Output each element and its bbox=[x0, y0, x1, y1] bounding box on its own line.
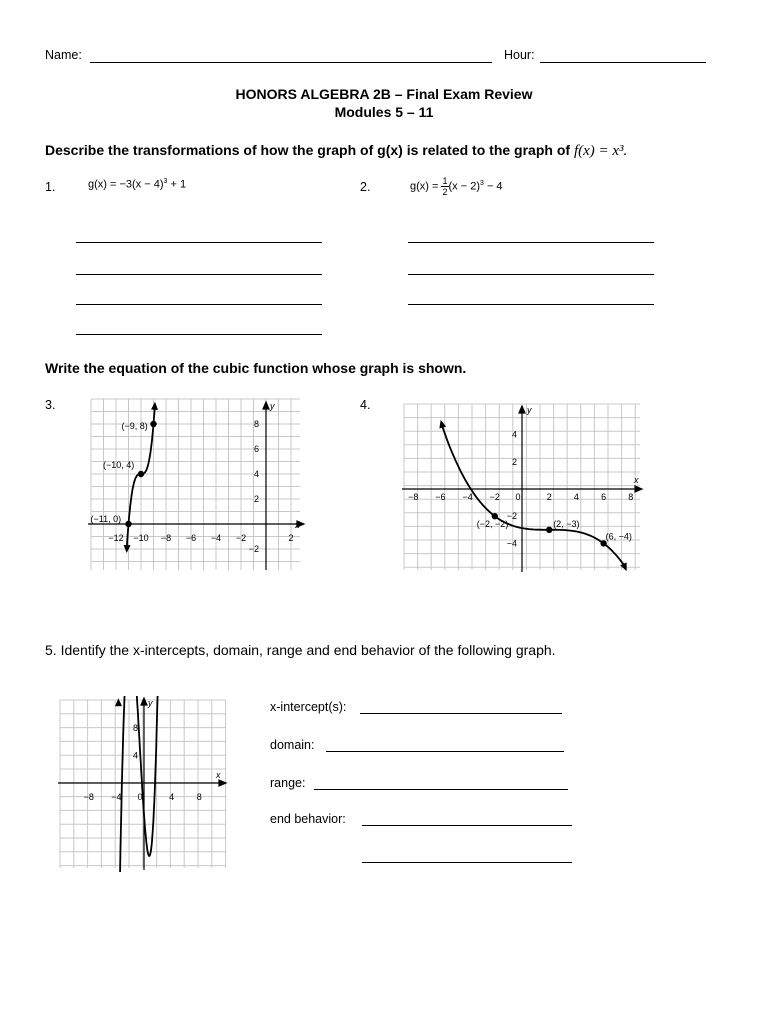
q2-frac-den: 2 bbox=[442, 187, 448, 197]
q4-point-label: (2, −3) bbox=[553, 518, 580, 529]
q4-y-tick: −2 bbox=[506, 511, 517, 522]
name-field[interactable] bbox=[90, 62, 492, 63]
q1-answer-line[interactable] bbox=[76, 334, 322, 335]
q3-point-label: (−11, 0) bbox=[90, 514, 122, 524]
section1-instruction bbox=[45, 142, 627, 160]
q5-graph bbox=[56, 696, 232, 872]
q3-y-tick: −2 bbox=[248, 544, 259, 554]
q5-x-tick: −8 bbox=[83, 792, 94, 802]
q4-point-label: (6, −4) bbox=[605, 531, 632, 542]
q4-point-label: (−2, −2) bbox=[476, 519, 509, 530]
end-behavior-field[interactable] bbox=[362, 825, 572, 826]
q5-y-axis-label: y bbox=[148, 698, 153, 708]
hour-label: Hour: bbox=[504, 48, 535, 62]
x-intercepts-label: x-intercept(s): bbox=[270, 700, 347, 714]
name-label: Name: bbox=[45, 48, 82, 62]
q4-x-axis-label: x bbox=[634, 475, 639, 485]
q4-x-tick: −2 bbox=[489, 492, 500, 502]
q3-number: 3. bbox=[45, 398, 56, 412]
q2-number: 2. bbox=[360, 180, 371, 194]
q3-y-tick: 6 bbox=[253, 444, 259, 454]
section2-instruction: Write the equation of the cubic function whose graph is shown. bbox=[45, 360, 467, 376]
q2-answer-line[interactable] bbox=[408, 242, 654, 243]
q4-x-tick: −8 bbox=[408, 492, 419, 502]
q5-prompt: 5. Identify the x-intercepts, domain, range and end behavior of the following graph. bbox=[45, 642, 556, 658]
q4-graph bbox=[400, 402, 646, 574]
q4-x-tick: 0 bbox=[515, 492, 521, 502]
end-behavior-label: end behavior: bbox=[270, 812, 346, 826]
q2-answer-line[interactable] bbox=[408, 304, 654, 305]
q4-y-tick: 4 bbox=[511, 429, 517, 440]
hour-field[interactable] bbox=[540, 62, 706, 63]
q5-x-tick: −4 bbox=[111, 792, 122, 802]
q3-x-tick: −4 bbox=[210, 533, 222, 543]
range-field[interactable] bbox=[314, 789, 568, 790]
q3-x-tick: −8 bbox=[160, 533, 172, 543]
section1-instruction-text: Describe the transformations of how the graph of g(x) is related to the graph of bbox=[45, 142, 574, 158]
q3-curve-arrow-top bbox=[151, 402, 158, 410]
q4-y-tick: 2 bbox=[511, 456, 517, 467]
q2-eq-exp: 3 bbox=[479, 179, 484, 187]
domain-label: domain: bbox=[270, 738, 315, 752]
q3-point bbox=[125, 521, 131, 527]
q5-y-tick: 8 bbox=[132, 722, 138, 733]
q4-y-axis-label: y bbox=[527, 405, 532, 415]
q2-equation bbox=[410, 176, 503, 197]
q3-x-tick: −2 bbox=[235, 533, 247, 543]
q5-x-tick: 0 bbox=[137, 792, 143, 802]
q3-graph bbox=[86, 398, 308, 574]
q4-point bbox=[546, 527, 552, 533]
q1-number: 1. bbox=[45, 180, 56, 194]
q3-point bbox=[138, 471, 144, 477]
q5-grid bbox=[60, 700, 226, 868]
q5-curve bbox=[118, 696, 160, 872]
x-intercepts-field[interactable] bbox=[360, 713, 562, 714]
domain-field[interactable] bbox=[326, 751, 564, 752]
q5-curve-arrow-left bbox=[115, 698, 122, 706]
end-behavior-field-2[interactable] bbox=[362, 862, 572, 863]
q3-x-axis-label: x bbox=[295, 520, 300, 530]
q3-y-tick: 8 bbox=[253, 419, 259, 429]
q3-y-tick: 4 bbox=[253, 469, 259, 479]
q1-equation bbox=[88, 178, 186, 191]
q3-x-tick: −10 bbox=[133, 533, 149, 543]
q3-x-tick: 2 bbox=[288, 533, 294, 543]
q2-eq-fraction bbox=[441, 176, 448, 197]
section1-instruction-math: f(x) = x³. bbox=[573, 143, 628, 159]
range-label: range: bbox=[270, 776, 306, 790]
q4-x-tick: 6 bbox=[601, 492, 607, 502]
q2-eq-mid: (x − 2) bbox=[448, 180, 480, 193]
q3-x-tick: −12 bbox=[108, 533, 124, 543]
page-title: HONORS ALGEBRA 2B – Final Exam Review bbox=[235, 86, 533, 102]
q4-number: 4. bbox=[360, 398, 371, 412]
q4-x-tick: −4 bbox=[462, 492, 473, 502]
q4-x-tick: 4 bbox=[573, 492, 579, 502]
q5-x-axis-label: x bbox=[216, 770, 221, 780]
q4-x-tick: −6 bbox=[435, 492, 446, 502]
q5-x-tick: 8 bbox=[196, 792, 202, 802]
q4-x-tick: 2 bbox=[546, 492, 552, 502]
q3-point-label: (−10, 4) bbox=[103, 460, 135, 470]
q2-eq-rhs: − 4 bbox=[483, 180, 503, 193]
q4-x-tick: 8 bbox=[628, 492, 634, 502]
q1-eq-exp: 3 bbox=[163, 178, 168, 185]
q1-answer-line[interactable] bbox=[76, 242, 322, 243]
q1-eq-rhs: + 1 bbox=[167, 178, 187, 191]
q3-x-tick: −6 bbox=[185, 533, 197, 543]
q1-answer-line[interactable] bbox=[76, 274, 322, 275]
q4-y-tick: −4 bbox=[506, 538, 517, 549]
q5-y-tick: 4 bbox=[132, 750, 138, 761]
q3-point bbox=[150, 421, 156, 427]
q2-frac-num: 1 bbox=[442, 176, 448, 186]
q3-point-label: (−9, 8) bbox=[121, 421, 148, 431]
q2-answer-line[interactable] bbox=[408, 274, 654, 275]
q1-eq-lhs: g(x) = −3(x − 4) bbox=[88, 178, 164, 191]
q3-y-tick: 2 bbox=[253, 494, 259, 504]
q2-eq-lhs: g(x) = bbox=[410, 180, 442, 193]
q3-y-axis-label: y bbox=[270, 401, 275, 411]
page-subtitle: Modules 5 – 11 bbox=[334, 104, 434, 120]
q5-x-tick: 4 bbox=[169, 792, 175, 802]
q1-answer-line[interactable] bbox=[76, 304, 322, 305]
